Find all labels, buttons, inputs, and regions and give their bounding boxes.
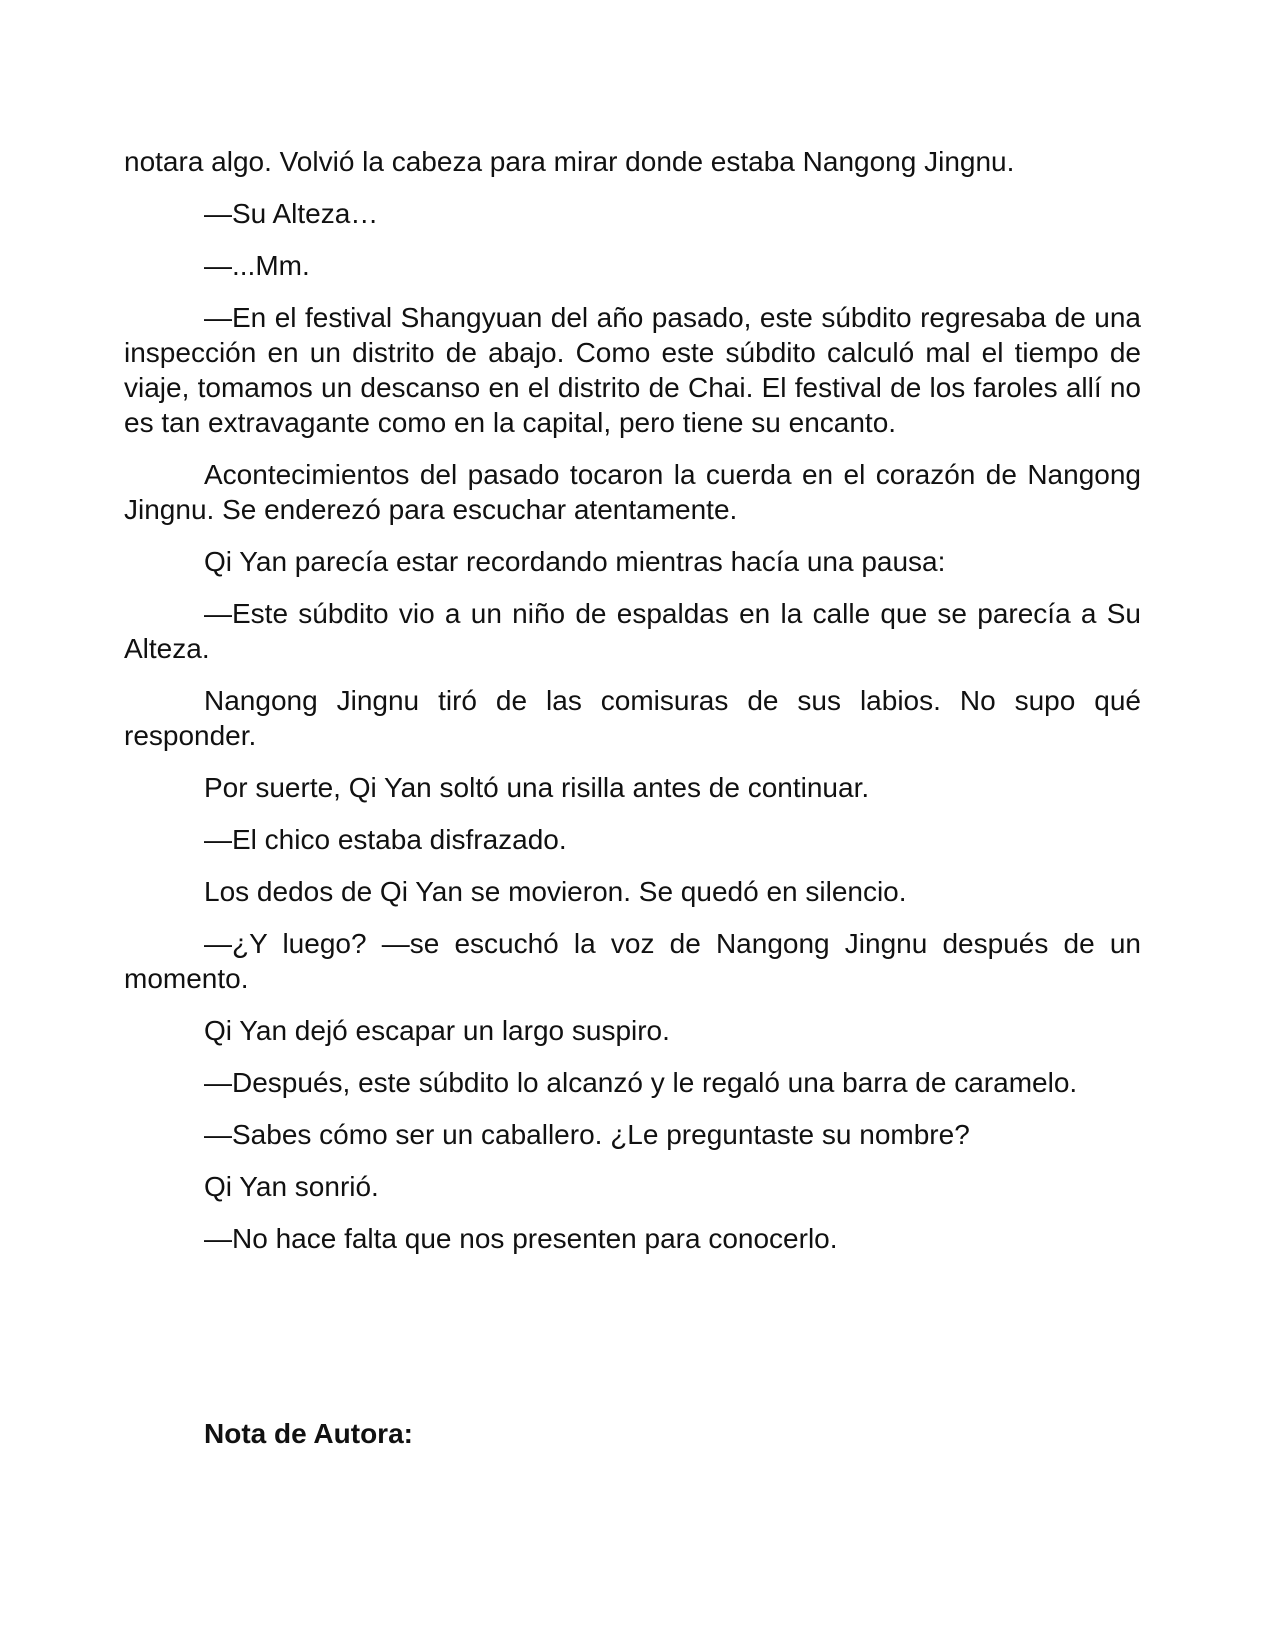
paragraph: —Este súbdito vio a un niño de espaldas en la calle que se parecía a Su Alteza.: [124, 598, 1141, 664]
paragraph: Qi Yan parecía estar recordando mientras hacía una pausa:: [204, 546, 946, 577]
paragraph: —Su Alteza…: [204, 198, 379, 229]
paragraph: —Sabes cómo ser un caballero. ¿Le preguntaste su nombre?: [204, 1119, 970, 1150]
body-text: [124, 144, 1141, 1273]
paragraph: Nangong Jingnu tiró de las comisuras de sus labios. No supo qué responder.: [124, 685, 1141, 751]
paragraph: —...Mm.: [204, 250, 310, 281]
paragraph: —En el festival Shangyuan del año pasado, este súbdito regresaba de una inspección en un distrito de abajo. Como este súbdito calculó mal el tiempo de viaje, tomamos un descanso en el distrito de Chai. El festival de los faroles allí no es tan extravagante como en la capital, pero tiene su encanto.: [124, 302, 1141, 438]
author-note-heading: Nota de Autora:: [204, 1418, 413, 1449]
paragraph: —No hace falta que nos presenten para conocerlo.: [204, 1223, 838, 1254]
paragraph: notara algo. Volvió la cabeza para mirar donde estaba Nangong Jingnu.: [124, 146, 1015, 177]
paragraph: Los dedos de Qi Yan se movieron. Se quedó en silencio.: [204, 876, 907, 907]
paragraph: Por suerte, Qi Yan soltó una risilla antes de continuar.: [204, 772, 870, 803]
paragraph: —Después, este súbdito lo alcanzó y le regaló una barra de caramelo.: [204, 1067, 1078, 1098]
paragraph: —El chico estaba disfrazado.: [204, 824, 567, 855]
paragraph: Acontecimientos del pasado tocaron la cuerda en el corazón de Nangong Jingnu. Se enderezó para escuchar atentamente.: [124, 459, 1141, 525]
paragraph: —¿Y luego? —se escuchó la voz de Nangong Jingnu después de un momento.: [124, 928, 1141, 994]
paragraph: Qi Yan dejó escapar un largo suspiro.: [204, 1015, 670, 1046]
paragraph: Qi Yan sonrió.: [204, 1171, 379, 1202]
